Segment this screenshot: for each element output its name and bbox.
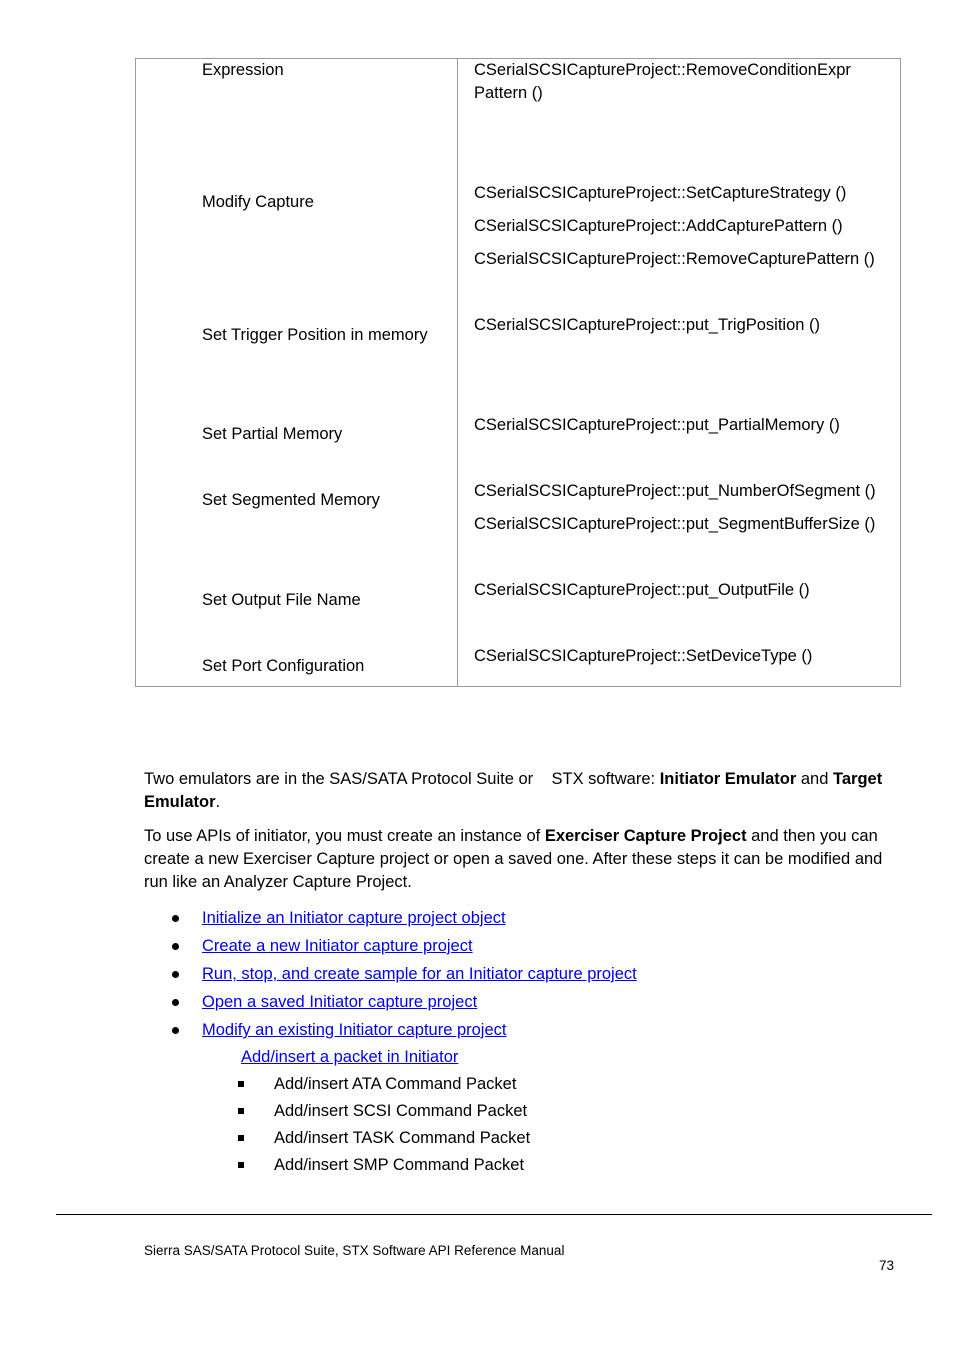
exerciser-capture-project-term: Exerciser Capture Project [544, 827, 747, 845]
page-number: 73 [879, 1258, 895, 1273]
link-modify-initiator-project[interactable]: Modify an existing Initiator capture project [202, 1021, 507, 1039]
table-row-method: CSerialSCSICaptureProject::put_SegmentBufferSize () [474, 515, 876, 533]
intro-text: and [796, 770, 833, 788]
sub-list-text: Add/insert SMP Command Packet [274, 1156, 525, 1174]
link-add-insert-packet[interactable]: Add/insert a packet in Initiator [241, 1048, 459, 1066]
table-row-label: Set Partial Memory [202, 425, 343, 443]
table-row-method: Pattern () [474, 84, 543, 102]
table-row-label: Expression [202, 61, 284, 79]
intro-text: To use APIs of initiator, you must create an instance of [144, 827, 545, 845]
table-row-method: CSerialSCSICaptureProject::SetCaptureStrategy () [474, 184, 847, 202]
initiator-emulator-term: Initiator Emulator [659, 770, 797, 788]
column-divider [457, 59, 458, 686]
table-row-method: CSerialSCSICaptureProject::put_NumberOfSegment () [474, 482, 876, 500]
square-bullet-icon [238, 1108, 244, 1114]
bullet-icon [172, 943, 179, 950]
table-row-label: Set Segmented Memory [202, 491, 380, 509]
link-run-stop-initiator-project[interactable]: Run, stop, and create sample for an Initiator capture project [202, 965, 637, 983]
api-method-table [135, 58, 901, 687]
bullet-icon [172, 915, 179, 922]
table-row-label: Modify Capture [202, 193, 314, 211]
intro-text: and then you can create a new Exerciser Capture project or open a saved one. After these steps it can be modified and run like an Analyzer Capture Project. [144, 827, 883, 891]
table-row-method: CSerialSCSICaptureProject::put_TrigPosition () [474, 316, 821, 334]
sub-list-text: Add/insert ATA Command Packet [274, 1075, 517, 1093]
table-row-label: Set Port Configuration [202, 657, 365, 675]
sub-list-text: Add/insert SCSI Command Packet [274, 1102, 528, 1120]
table-row-method: CSerialSCSICaptureProject::AddCapturePattern () [474, 217, 843, 235]
bullet-icon [172, 999, 179, 1006]
table-row-method: CSerialSCSICaptureProject::put_OutputFile () [474, 581, 810, 599]
square-bullet-icon [238, 1135, 244, 1141]
intro-paragraph-emulators [144, 768, 904, 814]
footer-divider [56, 1214, 932, 1215]
square-bullet-icon [238, 1162, 244, 1168]
table-row-label: Set Output File Name [202, 591, 361, 609]
intro-paragraph-apis [144, 825, 904, 894]
link-open-initiator-project[interactable]: Open a saved Initiator capture project [202, 993, 478, 1011]
link-create-initiator-project[interactable]: Create a new Initiator capture project [202, 937, 473, 955]
link-initialize-initiator-project[interactable]: Initialize an Initiator capture project object [202, 909, 506, 927]
table-row-method: CSerialSCSICaptureProject::put_PartialMemory () [474, 416, 840, 434]
footer-title: Sierra SAS/SATA Protocol Suite, STX Software API Reference Manual [144, 1243, 565, 1258]
intro-text: . [215, 793, 221, 811]
square-bullet-icon [238, 1081, 244, 1087]
table-row-method: CSerialSCSICaptureProject::RemoveConditionExpr [474, 61, 851, 79]
sub-list-text: Add/insert TASK Command Packet [274, 1129, 531, 1147]
table-row-label: Set Trigger Position in memory [202, 326, 428, 344]
table-row-method: CSerialSCSICaptureProject::RemoveCapturePattern () [474, 250, 875, 268]
table-row-method: CSerialSCSICaptureProject::SetDeviceType () [474, 647, 813, 665]
bullet-icon [172, 971, 179, 978]
target-emulator-term: Target Emulator [144, 770, 883, 811]
intro-text: Two emulators are in the SAS/SATA Protocol Suite or STX software: [144, 770, 660, 788]
bullet-icon [172, 1027, 179, 1034]
